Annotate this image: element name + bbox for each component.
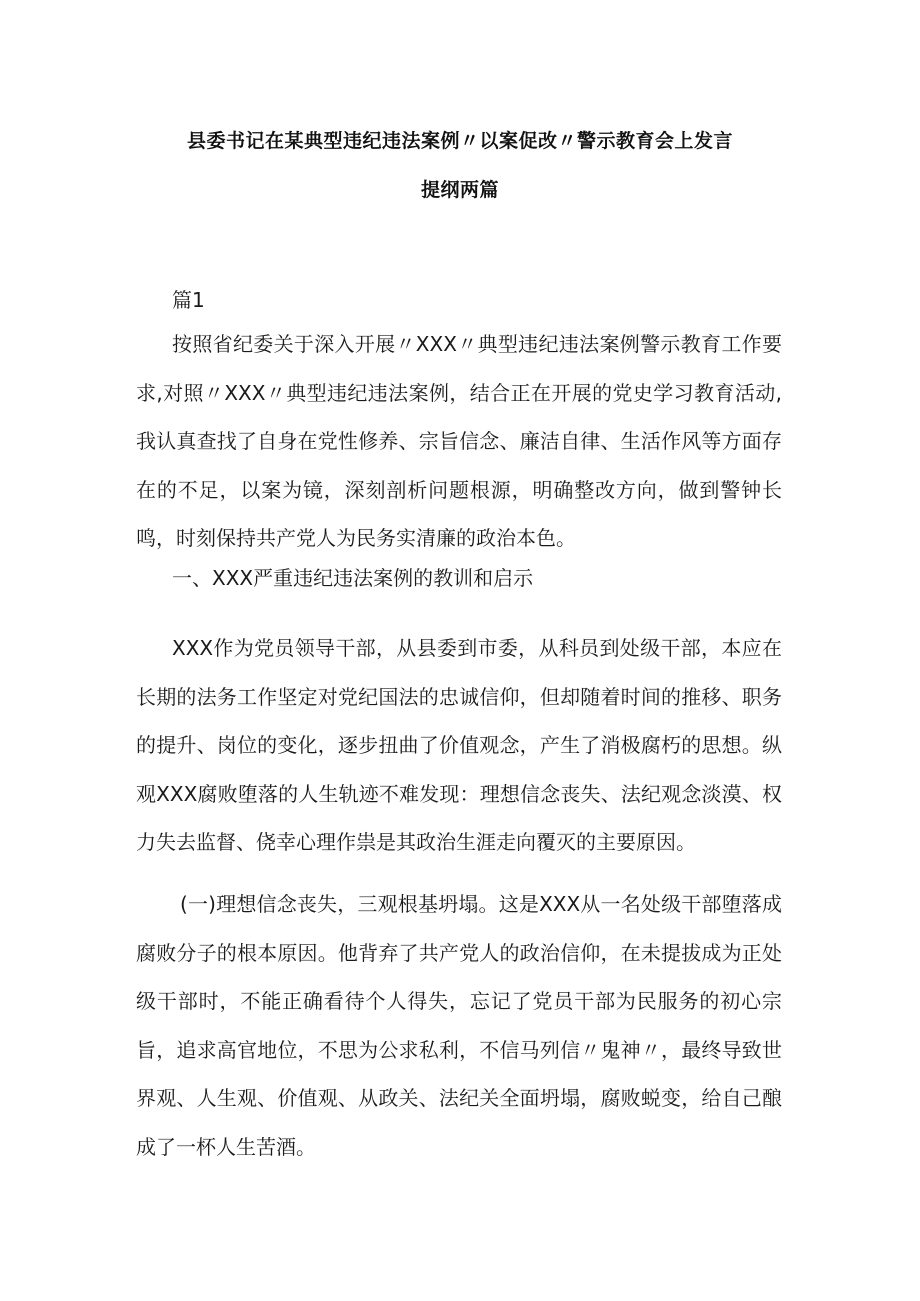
subsection-paragraph: (一)理想信念丧失，三观根基坍塌。这是XXX从一名处级干部堕落成腐败分子的根本原因。他背弃了共产党人的政治信仰，在未提拔成为正处级干部时，不能正确看待个人得失，忘记了党员干部为民服务的初心宗旨，追求高官地位，不思为公求私利，不信马列信〃鬼神〃，最终导致世界观、人生观、价值观、从政关、法纪关全面坍塌，腐败蜕变，给自己酿成了一杯人生苦酒。: [136, 892, 782, 1159]
case-paragraph: XXX作为党员领导干部，从县委到市委，从科员到处级干部，本应在长期的法务工作坚定对党纪国法的忠诚信仰，但却随着时间的推移、职务的提升、岗位的变化，逐步扭曲了价值观念，产生了消极腐朽的思想。纵观XXX腐败堕落的人生轨迹不难发现：理想信念丧失、法纪观念淡漠、权力失去监督、侥幸心理作祟是其政治生涯走向覆灭的主要原因。: [136, 636, 782, 854]
document-title-line1: 县委书记在某典型违纪违法案例〃以案促改〃警示教育会上发言: [186, 130, 733, 152]
document-title-line2: 提纲两篇: [420, 179, 499, 201]
intro-paragraph: 按照省纪委关于深入开展〃XXX〃典型违纪违法案例警示教育工作要求,对照〃XXX〃典型违纪违法案例，结合正在开展的党史学习教育活动,我认真查找了自身在党性修养、宗旨信念、廉洁自律、生活作风等方面存在的不足，以案为镜，深刻剖析问题根源，明确整改方向，做到警钟长鸣，时刻保持共产党人为民务实清廉的政治本色。: [136, 332, 782, 550]
section-heading: 一、XXX严重违纪违法案例的教训和启示: [172, 566, 534, 590]
part-label: 篇1: [172, 288, 205, 312]
